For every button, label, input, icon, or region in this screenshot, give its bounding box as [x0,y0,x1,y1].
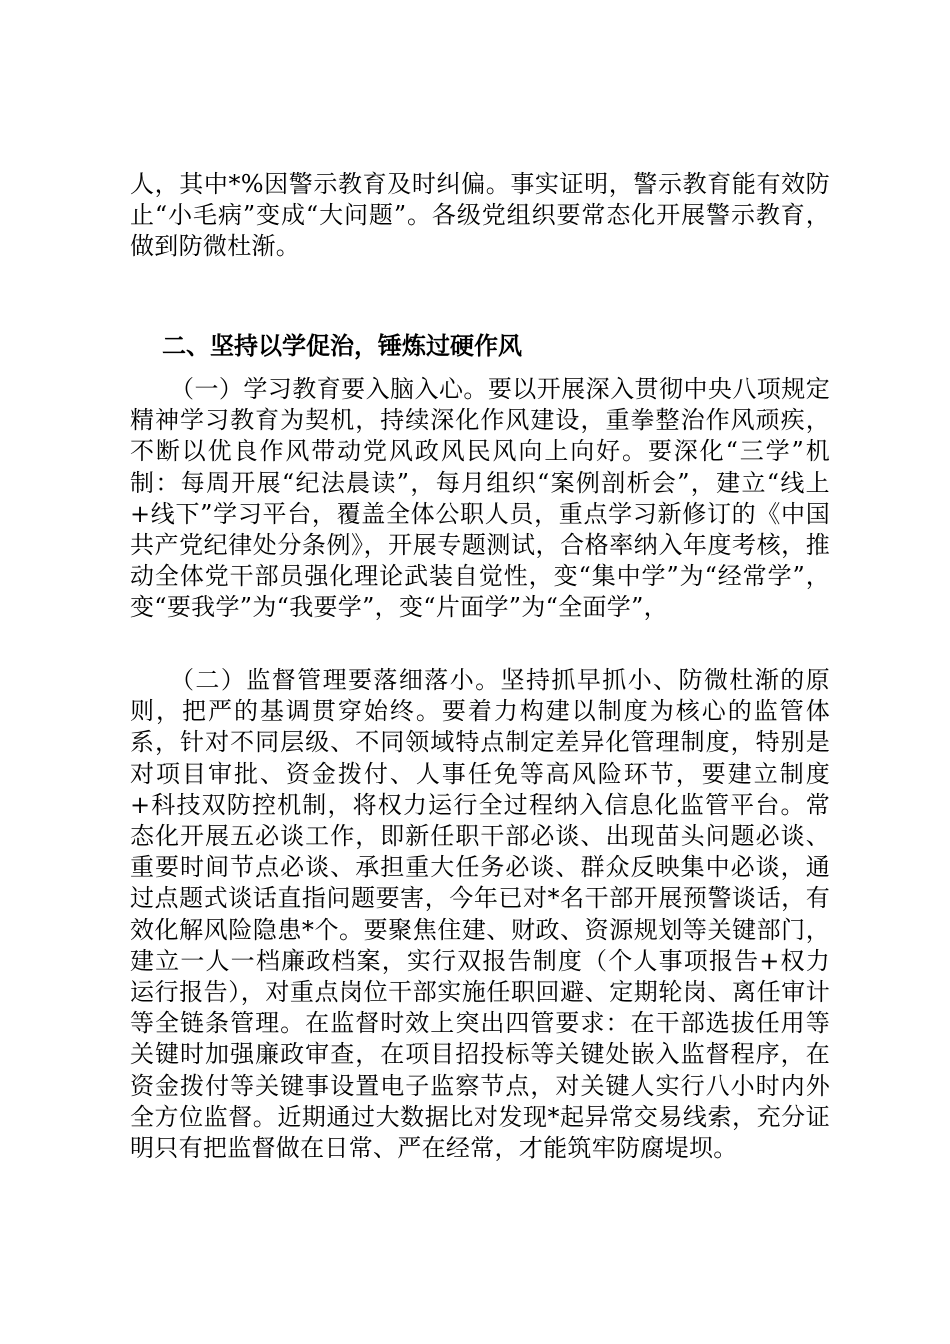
paragraph-3: （二）监督管理要落细落小。坚持抓早抓小、防微杜渐的原则，把严的基调贯穿始终。要着力构建以制度为核心的监管体系，针对不同层级、不同领域特点制定差异化管理制度，特别是对项目审批、资金拨付、人事任免等高风险环节，要建立制度+科技双防控机制，将权力运行全过程纳入信息化监管平台。常态化开展五必谈工作，即新任职干部必谈、出现苗头问题必谈、重要时间节点必谈、承担重大任务必谈、群众反映集中必谈，通过点题式谈话直指问题要害，今年已对*名干部开展预警谈话，有效化解风险隐患*个。要聚焦住建、财政、资源规划等关键部门，建立一人一档廉政档案，实行双报告制度（个人事项报告+权力运行报告），对重点岗位干部实施任职回避、定期轮岗、离任审计等全链条管理。在监督时效上突出四管要求：在干部选拔任用等关键时加强廉政审查，在项目招投标等关键处嵌入监督程序，在资金拨付等关键事设置电子监察节点，对关键人实行八小时内外全方位监督。近期通过大数据比对发现*起异常交易线索，充分证明只有把监督做在日常、严在经常，才能筑牢防腐堤坝。 [130,666,830,1163]
section-heading: 二、坚持以学促治，锤炼过硬作风 [162,332,522,360]
paragraph-1: 人，其中*%因警示教育及时纠偏。事实证明，警示教育能有效防止“小毛病”变成“大问题”。各级党组织要常态化开展警示教育，做到防微杜渐。 [130,170,830,261]
paragraph-2: （一）学习教育要入脑入心。要以开展深入贯彻中央八项规定精神学习教育为契机，持续深化作风建设，重拳整治作风顽疾，不断以优良作风带动党风政风民风向上向好。要深化“三学”机制：每周开展“纪法晨读”，每月组织“案例剖析会”，建立“线上+线下”学习平台，覆盖全体公职人员，重点学习新修订的《中国共产党纪律处分条例》，开展专题测试，合格率纳入年度考核，推动全体党干部员强化理论武装自觉性，变“集中学”为“经常学”，变“要我学”为“我要学”，变“片面学”为“全面学”， [130,375,830,622]
